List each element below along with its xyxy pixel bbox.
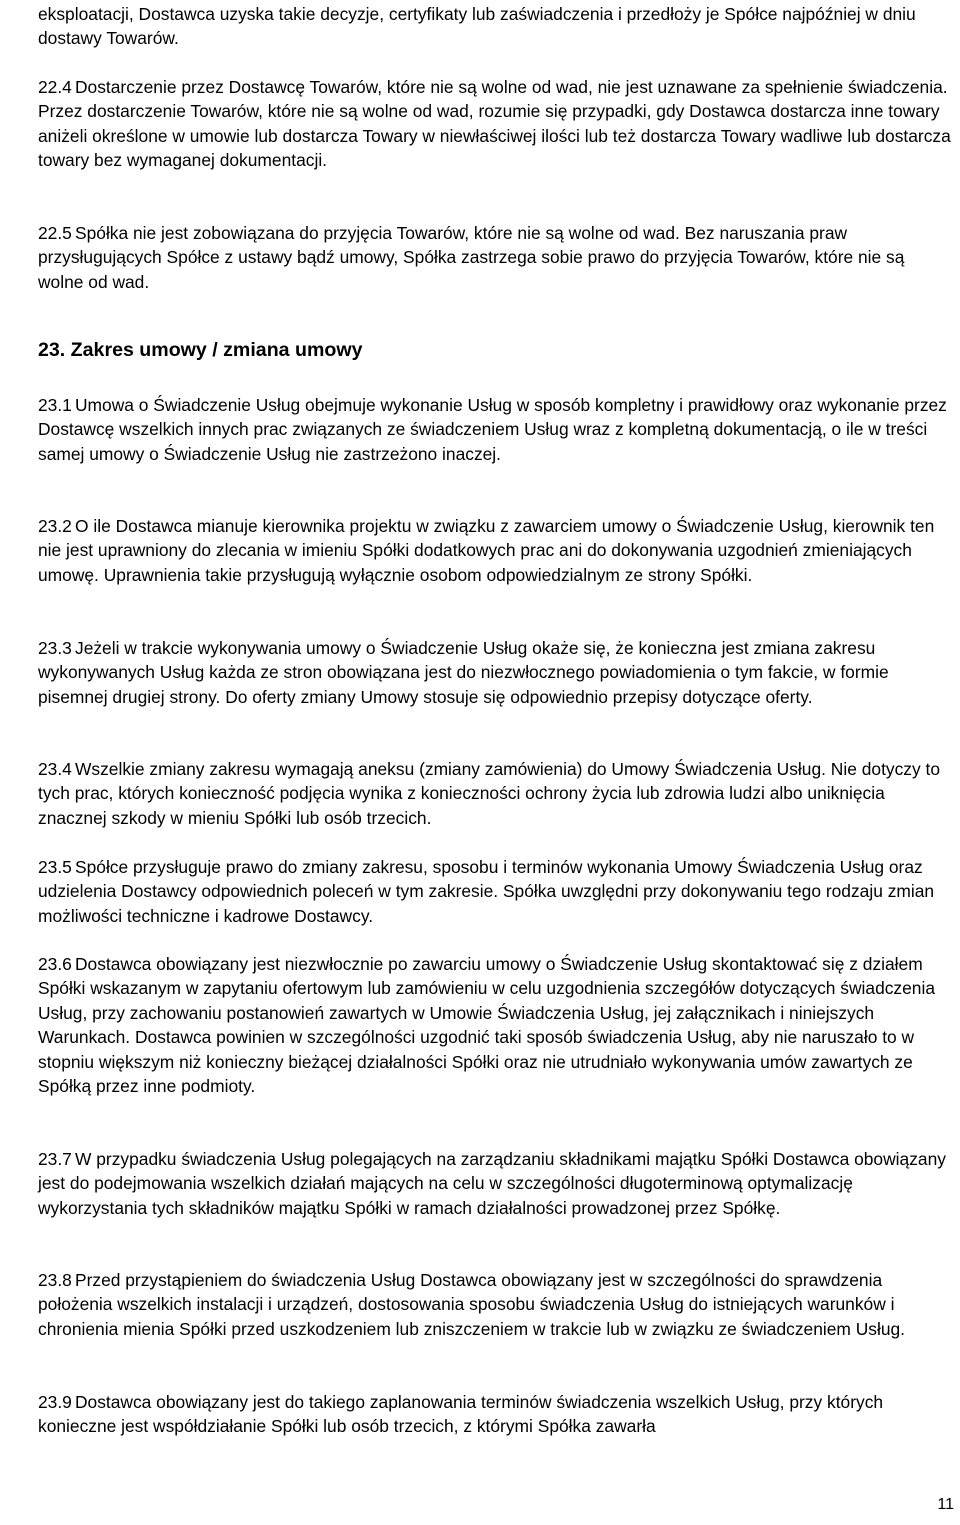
paragraph-text: Spółce przysługuje prawo do zmiany zakresu, sposobu i terminów wykonania Umowy Świadczenia Usług oraz udzielenia Dostawcy odpowiednich poleceń w tym zakresie. Spółka uwzględni przy dokonywaniu tego rodzaju zmian możliwości techniczne i kadrowe Dostawcy. [38, 857, 935, 926]
paragraph-number: 23.9 [38, 1392, 72, 1412]
paragraph-23-2 [38, 514, 954, 587]
paragraph-text: Umowa o Świadczenie Usług obejmuje wykonanie Usług w sposób kompletny i prawidłowy oraz wykonanie przez Dostawcę wszelkich innych prac związanych ze świadczeniem Usług wraz z kompletną dokumentacją, o ile w treści samej umowy o Świadczenie Usług nie zastrzeżono inaczej. [38, 395, 947, 464]
paragraph-number: 22.4 [38, 77, 72, 97]
paragraph-text: Przed przystąpieniem do świadczenia Usług Dostawca obowiązany jest w szczególności do sprawdzenia położenia wszelkich instalacji i urządzeń, dostosowania sposobu świadczenia Usług do istniejących warunków i chronienia mienia Spółki przed uszkodzeniem lub zniszczeniem w trakcie lub w związku ze świadczeniem Usług. [38, 1270, 906, 1339]
paragraph-number: 23.6 [38, 954, 72, 974]
paragraph-text: O ile Dostawca mianuje kierownika projektu w związku z zawarciem umowy o Świadczenie Usług, kierownik ten nie jest uprawniony do zlecania w imieniu Spółki dodatkowych prac ani do dokonywania uzgodnień zmieniających umowę. Uprawnienia takie przysługują wyłącznie osobom odpowiedzialnym ze strony Spółki. [38, 516, 935, 585]
paragraph-text: Jeżeli w trakcie wykonywania umowy o Świadczenie Usług okaże się, że konieczna jest zmiana zakresu wykonywanych Usług każda ze stron obowiązana jest do niezwłocznego powiadomienia o tym fakcie, w formie pisemnej drugiej strony. Do oferty zmiany Umowy stosuje się odpowiednio przepisy dotyczące oferty. [38, 638, 889, 707]
paragraph-text: Spółka nie jest zobowiązana do przyjęcia Towarów, które nie są wolne od wad. Bez naruszania praw przysługujących Spółce z ustawy bądź umowy, Spółka zastrzega sobie prawo do przyjęcia Towarów, które nie są wolne od wad. [38, 223, 905, 292]
paragraph-23-5 [38, 855, 954, 928]
paragraph-23-7 [38, 1147, 954, 1220]
paragraph-number: 22.5 [38, 223, 72, 243]
paragraph-22-5 [38, 221, 954, 294]
paragraph-text: Dostawca obowiązany jest niezwłocznie po zawarciu umowy o Świadczenie Usług skontaktować się z działem Spółki wskazanym w zapytaniu ofertowym lub zamówieniu w celu uzgodnienia szczegółów dotyczących świadczenia Usług, przy zachowaniu postanowień zawartych w Umowie Świadczenia Usług, jej załącznikach i niniejszych Warunkach. Dostawca powinien w szczególności uzgodnić taki sposób świadczenia Usług, aby nie naruszało to w stopniu większym niż konieczny bieżącej działalności Spółki oraz nie utrudniało wykonywania umów zawartych ze Spółką przez inne podmioty. [38, 954, 936, 1097]
paragraph-23-3 [38, 636, 954, 709]
paragraph-number: 23.4 [38, 759, 72, 779]
paragraph-number: 23.8 [38, 1270, 72, 1290]
paragraph-continuation [38, 2, 954, 51]
section-heading: 23. Zakres umowy / zmiana umowy [38, 339, 363, 361]
paragraph-23-4 [38, 757, 954, 830]
paragraph-23-8 [38, 1268, 954, 1341]
paragraph-number: 23.5 [38, 857, 72, 877]
paragraph-number: 23.1 [38, 395, 72, 415]
paragraph-text: eksploatacji, Dostawca uzyska takie decyzje, certyfikaty lub zaświadczenia i przedłoży je Spółce najpóźniej w dniu dostawy Towarów. [38, 4, 916, 49]
paragraph-text: Wszelkie zmiany zakresu wymagają aneksu (zmiany zamówienia) do Umowy Świadczenia Usług. Nie dotyczy to tych prac, których konieczność podjęcia wynika z konieczności ochrony życia lub zdrowia ludzi albo uniknięcia znacznej szkody w mieniu Spółki lub osób trzecich. [38, 759, 941, 828]
paragraph-23-1 [38, 393, 954, 466]
paragraph-23-9 [38, 1390, 954, 1439]
paragraph-23-6 [38, 952, 954, 1098]
paragraph-22-4 [38, 75, 954, 173]
paragraph-text: Dostawca obowiązany jest do takiego zaplanowania terminów świadczenia wszelkich Usług, przy których konieczne jest współdziałanie Spółki lub osób trzecich, z którymi Spółka zawarła [38, 1392, 884, 1437]
paragraph-text: Dostarczenie przez Dostawcę Towarów, które nie są wolne od wad, nie jest uznawane za spełnienie świadczenia. Przez dostarczenie Towarów, które nie są wolne od wad, rozumie się przypadki, gdy Dostawca dostarcza inne towary aniżeli określone w umowie lub dostarcza Towary w niewłaściwej ilości lub też dostarcza Towary wadliwe lub dostarcza towary bez wymaganej dokumentacji. [38, 77, 951, 171]
paragraph-number: 23.3 [38, 638, 72, 658]
paragraph-number: 23.7 [38, 1149, 72, 1169]
page-number: 11 [937, 1496, 954, 1513]
paragraph-number: 23.2 [38, 516, 72, 536]
paragraph-text: W przypadku świadczenia Usług polegających na zarządzaniu składnikami majątku Spółki Dostawca obowiązany jest do podejmowania wszelkich działań mających na celu w szczególności długoterminową optymalizację wykorzystania tych składników majątku Spółki w ramach działalności prowadzonej przez Spółkę. [38, 1149, 946, 1218]
